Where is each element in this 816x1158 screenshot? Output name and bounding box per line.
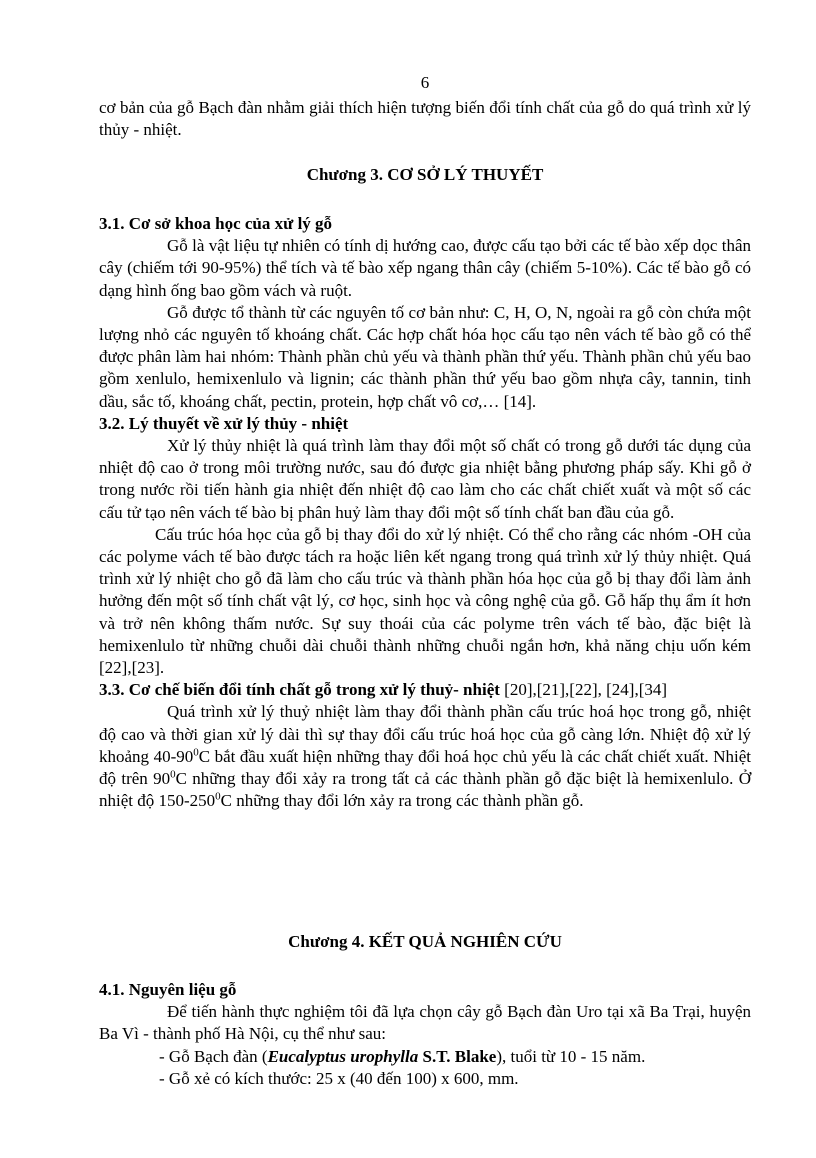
section-3-2-heading: 3.2. Lý thuyết về xử lý thủy - nhiệt [99,413,349,433]
section-3-2-paragraph-1: Xử lý thủy nhiệt là quá trình làm thay đổi một số chất có trong gỗ dưới tác dụng của nhiệt độ cao ở trong môi trường nước, sau đó được gia nhiệt bằng phương pháp sấy. Khi gỗ ở trong nước rồi tiến hành gia nhiệt đến nhiệt độ cao làm cho các chất chiết xuất và một số các cấu tử tạo nên vách tế bào bị phân huỷ làm thay đổi một số tính chất ban đầu của gỗ. [99,436,751,522]
section-3-1-paragraph-2: Gỗ được tổ thành từ các nguyên tố cơ bản như: C, H, O, N, ngoài ra gỗ còn chứa một lượng nhỏ các nguyên tố khoáng chất. Các hợp chất hóa học cấu tạo nên vách tế bào gỗ có thể được phân làm hai nhóm: Thành phần chủ yếu và thành phần thứ yếu. Thành phần chủ yếu bao gồm xenlulo, hemixenlulo và lignin; các thành phần thứ yếu bao gồm nhựa cây, tannin, tinh dầu, sắc tố, khoáng chất, pectin, protein, hợp chất vô cơ,… [14]. [99,302,751,411]
degree-sup-2: 0 [170,768,176,781]
section-3-3-heading: 3.3. Cơ chế biến đổi tính chất gỗ trong xử lý thuỷ- nhiệt [99,680,500,700]
section-3-1-heading: 3.1. Cơ sở khoa học của xử lý gỗ [99,214,333,233]
section-3-3-heading-line [99,679,751,701]
degree-sup-1: 0 [193,746,199,759]
species-name: Eucalyptus urophylla [267,1046,419,1066]
page-number: 6 [420,73,430,92]
section-3-3-references: [20],[21],[22], [24],[34] [499,680,668,700]
intro-paragraph: cơ bản của gỗ Bạch đàn nhằm giải thích hiện tượng biến đổi tính chất của gỗ do quá trình xử lý thủy - nhiệt. [99,98,751,140]
section-3-1-paragraph-1: Gỗ là vật liệu tự nhiên có tính dị hướng cao, được cấu tạo bởi các tế bào xếp dọc thân cây (chiếm tới 90-95%) thể tích và tế bào xếp ngang thân cây (chiếm 5-10%). Các tế bào gỗ có dạng hình ống bao gồm vách và ruột. [99,236,751,300]
section-4-1-heading: 4.1. Nguyên liệu gỗ [99,980,237,999]
chapter-3-title: Chương 3. CƠ SỞ LÝ THUYẾT [306,165,544,184]
list-item: - Gỗ Bạch đàn (Eucalyptus urophylla S.T. Blake), tuổi từ 10 - 15 năm. [159,1046,646,1066]
species-author: S.T. Blake [418,1046,497,1066]
section-3-3-paragraph-1: Quá trình xử lý thuỷ nhiệt làm thay đổi thành phần cấu trúc hoá học trong gỗ, nhiệt độ cao và thời gian xử lý dài thì sự thay đổi cấu trúc hoá học của gỗ càng lớn. Nhiệt độ xử lý khoảng $40-90^0C$ bắt đầu xuất hiện những thay đổi hoá học chủ yếu là các chất chiết xuất. Nhiệt độ trên $90^0C$ những thay đổi xảy ra trong tất cả các thành phần gỗ đặc biệt là hemixenlulo. Ở nhiệt độ $150-250^0C$ những thay đổi lớn xảy ra trong các thành phần gỗ. [99,702,752,811]
degree-sup-3: 0 [215,790,221,803]
section-4-1 [99,979,751,1090]
chapter-4-title: Chương 4. KẾT QUẢ NGHIÊN CỨU [288,932,562,951]
section-4-1-paragraph-1: Để tiến hành thực nghiệm tôi đã lựa chọn cây gỗ Bạch đàn Uro tại xã Ba Trại, huyện Ba Vì - thành phố Hà Nội, cụ thể như sau: [99,1002,751,1044]
section-3-1 [99,213,751,812]
list-item: - Gỗ xẻ có kích thước: 25 x (40 đến 100) x 600, mm. [159,1068,519,1088]
section-3-2-paragraph-2: Cấu trúc hóa học của gỗ bị thay đổi do xử lý nhiệt. Có thể cho rằng các nhóm -OH của các polyme vách tế bào được tách ra hoặc liên kết ngang trong quá trình xử lý thủy nhiệt. Quá trình xử lý nhiệt cho gỗ đã làm cho cấu trúc và thành phần hóa học của gỗ bị thay đổi làm ảnh hưởng đến một số tính chất vật lý, cơ học, sinh học và công nghệ của gỗ. Gỗ hấp thụ ẩm ít hơn và trở nên không thấm nước. Sự suy thoái của các polyme trên vách tế bào, đặc biệt là hemixenlulo từ những chuỗi dài chuỗi thành những chuỗi ngắn hơn, khả năng chịu uốn kém [22],[23]. [99,524,751,678]
